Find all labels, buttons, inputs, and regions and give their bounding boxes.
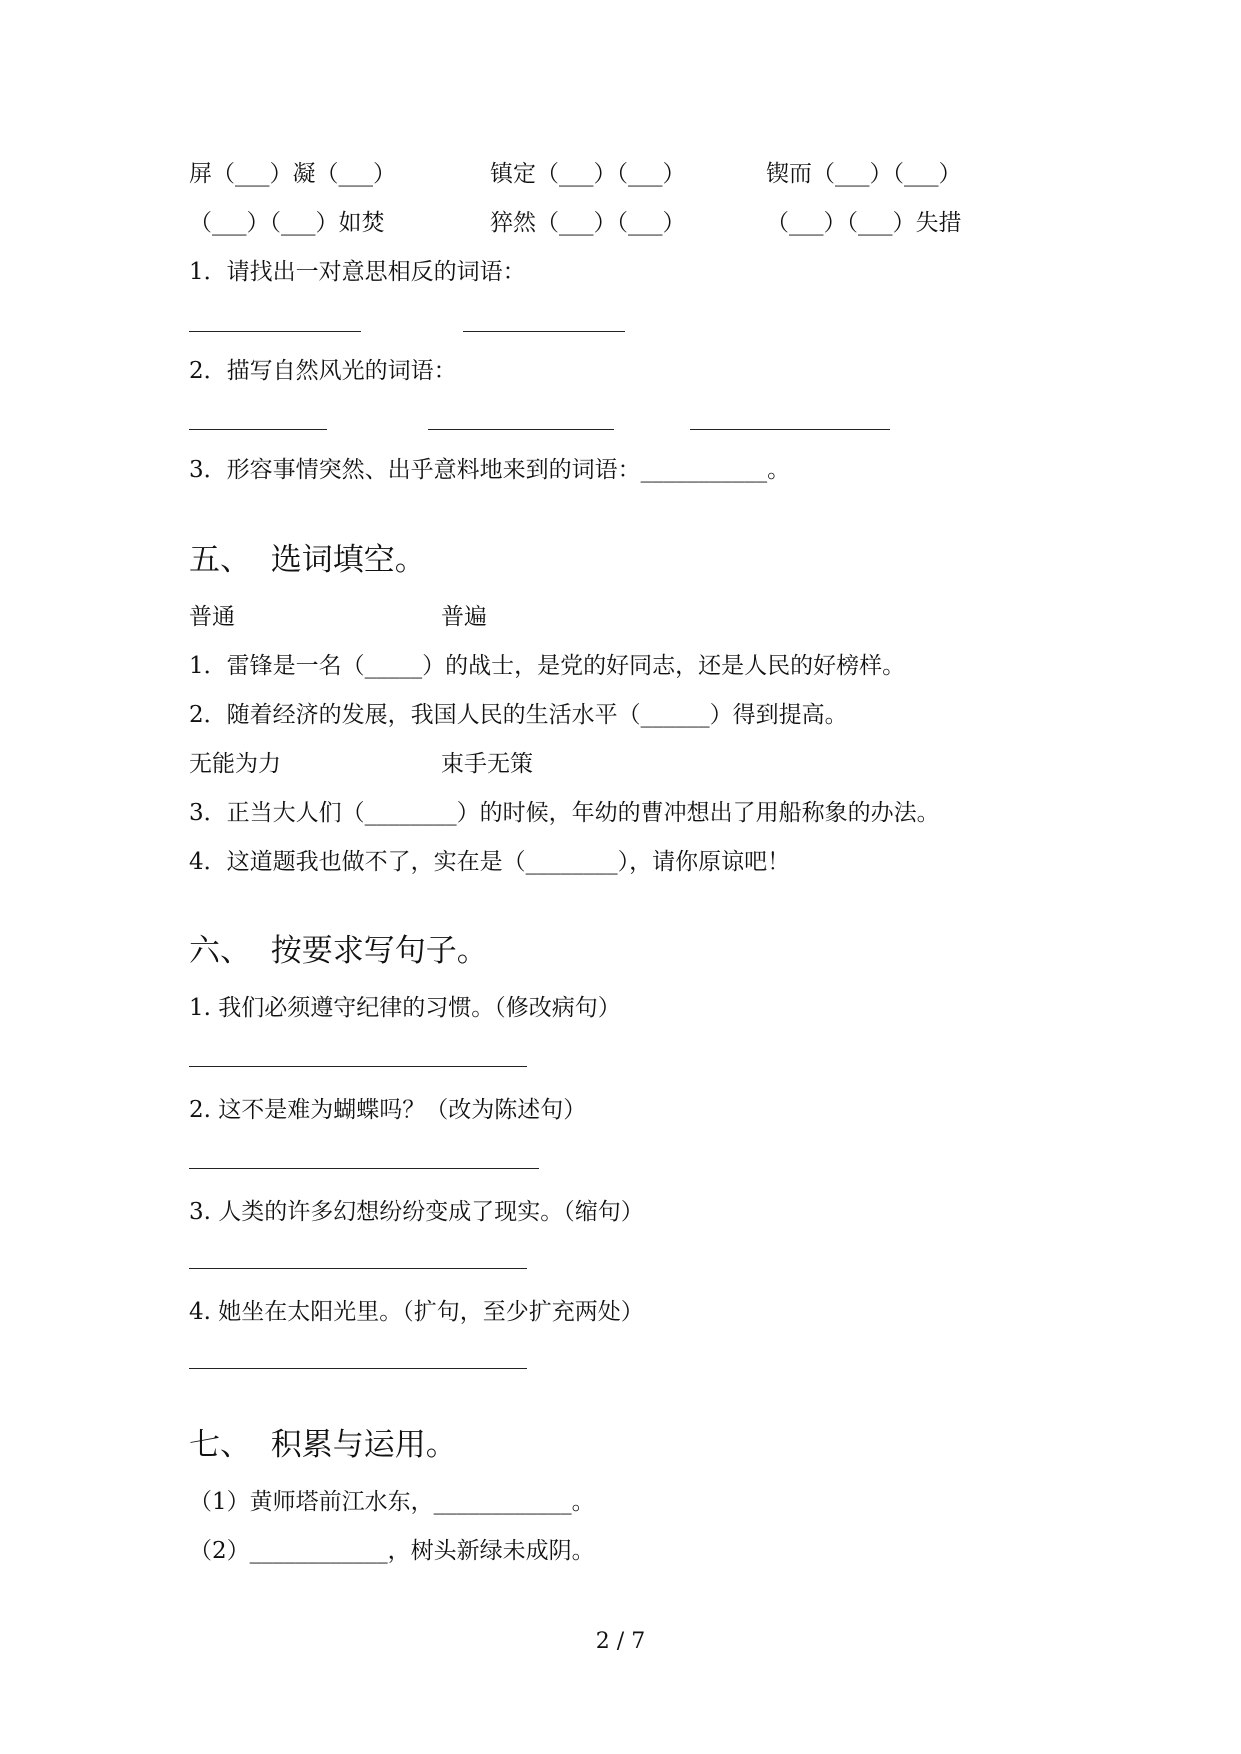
sentence-task-1: 1. 我们必须遵守纪律的习惯。（修改病句）	[189, 995, 621, 1021]
grid-item-5: 猝然（___）（___）	[490, 210, 686, 236]
question-antonyms: 1．请找出一对意思相反的词语：	[189, 259, 526, 285]
answer-line	[690, 429, 890, 430]
poem-fill-2: （2）____________，树头新绿未成阴。	[189, 1538, 595, 1564]
word-choice-1: 普通	[189, 604, 235, 630]
answer-line	[189, 1268, 527, 1269]
answer-line	[189, 1066, 527, 1067]
question-sudden-words: 3．形容事情突然、出乎意料地来到的词语：___________。	[189, 457, 791, 483]
word-choice-2: 普遍	[441, 604, 487, 630]
word-choice-3: 无能为力	[189, 751, 281, 777]
section-title-sentences: 六、 按要求写句子。	[189, 933, 488, 969]
answer-line	[428, 429, 614, 430]
grid-item-3: 锲而（___）（___）	[766, 161, 962, 187]
grid-item-4: （___）（___）如焚	[189, 210, 385, 236]
answer-line	[463, 331, 625, 332]
grid-item-6: （___）（___）失措	[766, 210, 962, 236]
answer-line	[189, 331, 361, 332]
question-scenery-words: 2．描写自然风光的词语：	[189, 358, 457, 384]
poem-fill-1: （1）黄师塔前江水东，____________。	[189, 1489, 595, 1515]
answer-line	[189, 1168, 539, 1169]
fill-question-2: 2．随着经济的发展，我国人民的生活水平（______）得到提高。	[189, 702, 848, 728]
grid-item-1: 屏（___）凝（___）	[189, 161, 396, 187]
page-number: 2 / 7	[595, 1629, 646, 1654]
sentence-task-4: 4. 她坐在太阳光里。（扩句，至少扩充两处）	[189, 1299, 644, 1325]
sentence-task-3: 3. 人类的许多幻想纷纷变成了现实。（缩句）	[189, 1199, 644, 1225]
answer-line	[189, 429, 327, 430]
fill-question-4: 4．这道题我也做不了，实在是（________），请你原谅吧！	[189, 849, 791, 875]
grid-item-2: 镇定（___）（___）	[490, 161, 686, 187]
section-title-accumulation: 七、 积累与运用。	[189, 1427, 457, 1463]
sentence-task-2: 2. 这不是难为蝴蝶吗？（改为陈述句）	[189, 1097, 587, 1123]
fill-question-1: 1．雷锋是一名（_____）的战士，是党的好同志，还是人民的好榜样。	[189, 653, 906, 679]
fill-question-3: 3．正当大人们（________）的时候，年幼的曹冲想出了用船称象的办法。	[189, 800, 940, 826]
section-title-fill-words: 五、 选词填空。	[189, 542, 426, 578]
word-choice-4: 束手无策	[441, 751, 533, 777]
answer-line	[189, 1368, 527, 1369]
